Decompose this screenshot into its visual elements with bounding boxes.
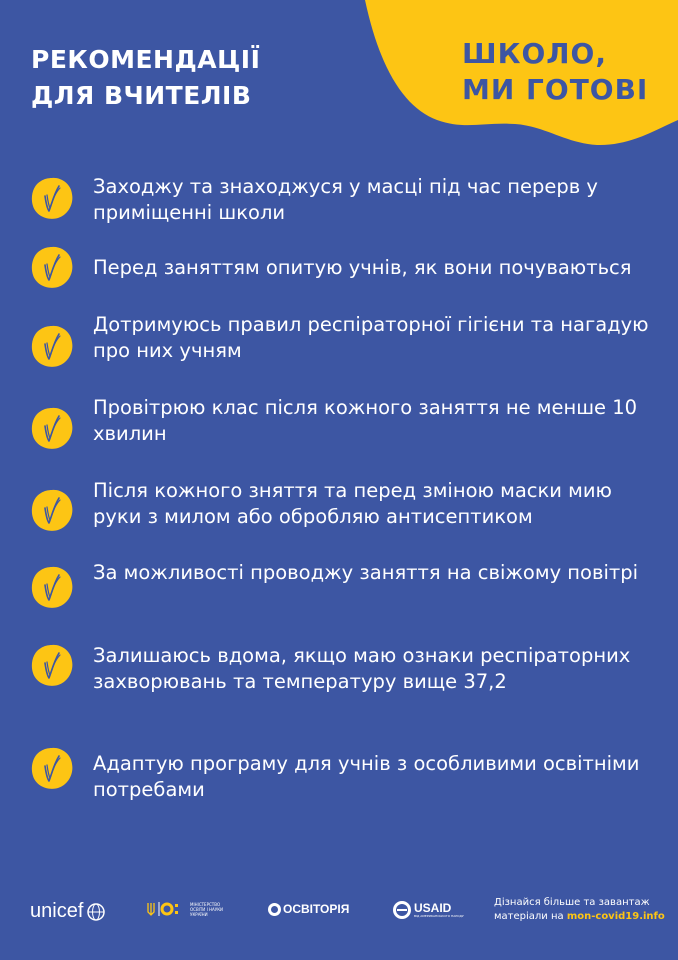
ministry-logo bbox=[146, 900, 228, 918]
usaid-wordmark: USAID bbox=[414, 901, 452, 915]
slogan-line-2: МИ ГОТОВІ bbox=[462, 73, 649, 106]
slogan bbox=[462, 36, 672, 108]
osvitoria-wordmark: ОСВІТОРІЯ bbox=[283, 902, 350, 916]
recommendation-text: Заходжу та знаходжуся у масці під час перерв у приміщенні школи bbox=[93, 175, 598, 224]
more-info-text: Дізнайся більше та завантаж матеріали на bbox=[494, 897, 650, 922]
checkmark-icon bbox=[30, 746, 74, 790]
recommendation-text: За можливості проводжу заняття на свіжому повітрі bbox=[93, 561, 639, 584]
checkmark-icon bbox=[30, 406, 74, 450]
ministry-label: МІНІСТЕРСТВО ОСВІТИ І НАУКИ УКРАЇНИ bbox=[190, 901, 224, 917]
more-info bbox=[494, 896, 674, 924]
usaid-tagline: ВІД АМЕРИКАНСЬКОГО НАРОДУ bbox=[414, 914, 464, 918]
page-title-line-2: ДЛЯ ВЧИТЕЛІВ bbox=[31, 81, 252, 110]
checkmark-icon bbox=[30, 324, 74, 368]
trident-emblem-icon bbox=[146, 900, 186, 918]
recommendation-text: Провітрюю клас після кожного заняття не менше 10 хвилин bbox=[93, 396, 638, 445]
recommendation-text: Після кожного зняття та перед зміною маски мию руки з милом або обробляю антисептиком bbox=[93, 479, 612, 528]
slogan-line-1: ШКОЛО, bbox=[462, 37, 607, 70]
recommendation-text: Залишаюсь вдома, якщо маю ознаки респіраторних захворювань та температуру вище 37,2 bbox=[93, 644, 631, 693]
website-link[interactable]: mon-covid19.info bbox=[566, 911, 665, 922]
usaid-seal-icon bbox=[392, 900, 412, 920]
osvitoria-logo bbox=[268, 902, 349, 916]
recommendation-text: Дотримуюсь правил респіраторної гігієни та нагадую про них учням bbox=[93, 313, 649, 362]
globe-icon bbox=[86, 902, 106, 922]
checkmark-icon bbox=[30, 488, 74, 532]
unicef-logo bbox=[30, 900, 106, 923]
recommendation-text: Адаптую програму для учнів з особливими освітніми потребами bbox=[93, 752, 640, 801]
checkmark-icon bbox=[30, 176, 74, 220]
page-title-line-1: РЕКОМЕНДАЦІЇ bbox=[31, 45, 261, 74]
checkmark-icon bbox=[30, 565, 74, 609]
circle-icon bbox=[268, 903, 281, 916]
page-title bbox=[31, 42, 260, 114]
checkmark-icon bbox=[30, 643, 74, 687]
recommendation-text: Перед заняттям опитую учнів, як вони почуваються bbox=[93, 256, 632, 279]
unicef-wordmark: unicef bbox=[30, 900, 84, 922]
footer bbox=[0, 888, 678, 936]
checkmark-icon bbox=[30, 245, 74, 289]
usaid-logo bbox=[392, 900, 464, 920]
